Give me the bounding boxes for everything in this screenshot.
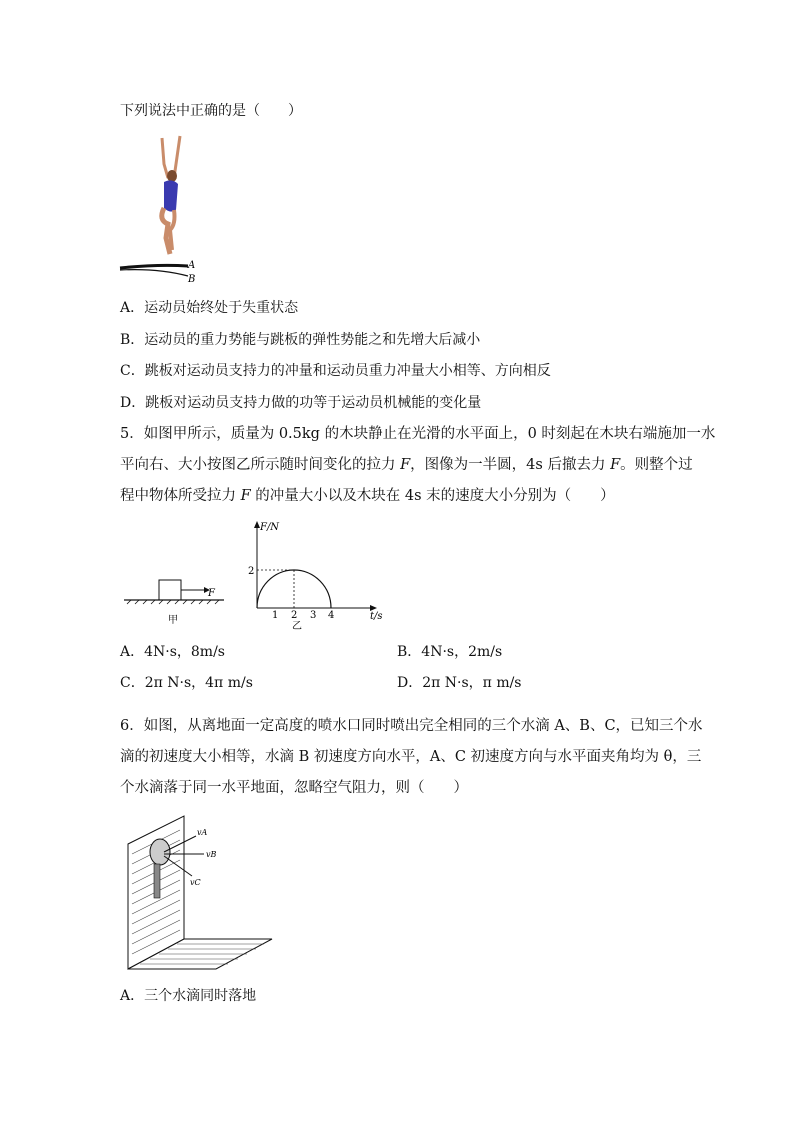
q6-line-2: 滴的初速度大小相等，水滴 B 初速度方向水平，A、C 初速度方向与水平面夹角均为 θ，三 [120,749,702,765]
q4-option-c: C．跳板对运动员支持力的冲量和运动员重力冲量大小相等、方向相反 [120,363,551,379]
label-b: B [188,274,196,285]
q4-stem: 下列说法中正确的是（ ） [120,103,302,119]
x-tick-3: 3 [310,610,317,621]
q5-option-d: D．2π N·s，π m/s [397,675,522,691]
q4-option-b: B．运动员的重力势能与跳板的弹性势能之和先增大后减小 [120,332,481,348]
q6-line-3: 个水滴落于同一水平地面，忽略空气阻力，则（ ） [120,780,468,796]
q5-line-2: 平向右、大小按图乙所示随时间变化的拉力 F，图像为一半圆，4s 后撤去力 F。则整个过 [120,457,693,473]
x-axis-label: t/s [370,611,383,622]
q5-option-c: C．2π N·s，4π m/s [120,675,253,691]
label-vc: vC [190,878,201,887]
q4-option-a: A．运动员始终处于失重状态 [120,300,299,316]
q6-line-1: 6．如图，从离地面一定高度的喷水口同时喷出完全相同的三个水滴 A、B、C，已知三个水 [120,718,703,734]
q5-option-a: A．4N·s，8m/s [120,644,225,660]
q5-line-1: 5．如图甲所示，质量为 0.5kg 的木块静止在光滑的水平面上，0 时刻起在木块右端施加一水 [120,426,716,442]
figure-yi-graph [242,520,382,630]
x-tick-1: 1 [272,610,279,621]
x-tick-2: 2 [291,610,298,621]
x-tick-4: 4 [328,610,335,621]
q5-option-b: B．4N·s，2m/s [397,644,503,660]
label-a: A [188,260,196,271]
q5-line-3: 程中物体所受拉力 F 的冲量大小以及木块在 4s 末的速度大小分别为（ ） [120,488,615,504]
figure-jia [124,578,234,628]
diver-figure [118,134,208,284]
label-vb: vB [206,850,217,859]
caption-yi: 乙 [292,621,302,632]
force-label: F [208,588,215,599]
fountain-figure [124,814,284,974]
y-tick-2: 2 [248,566,255,577]
caption-jia: 甲 [168,615,178,626]
y-axis-label: F/N [260,522,280,533]
label-va: vA [197,828,208,837]
q4-option-d: D．跳板对运动员支持力做的功等于运动员机械能的变化量 [120,395,482,411]
q6-option-a: A．三个水滴同时落地 [120,988,257,1004]
